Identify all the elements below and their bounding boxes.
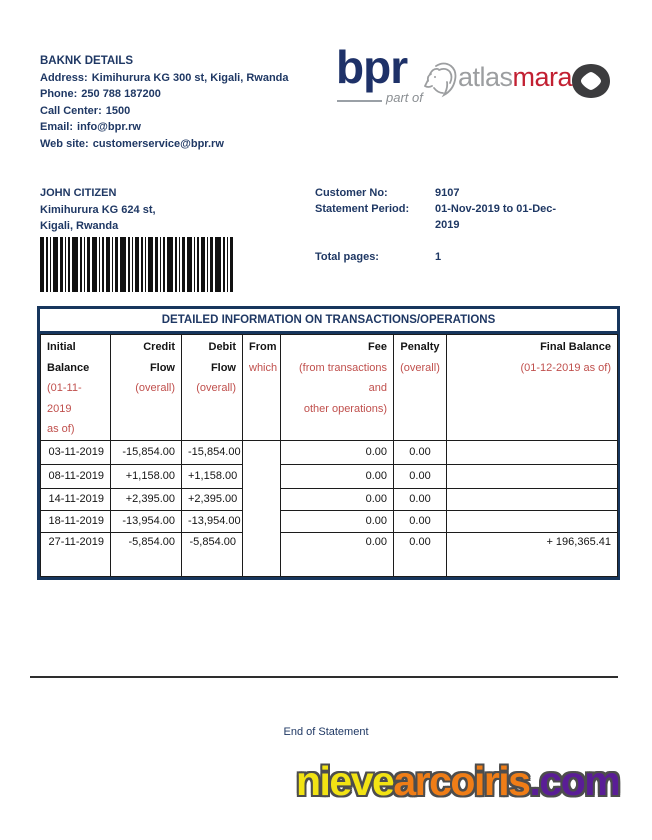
atlasmara-ring-icon [571, 63, 611, 104]
cell-debit: -15,854.00 [182, 440, 243, 464]
customer-no-label: Customer No: [315, 187, 388, 199]
table-row [41, 440, 618, 464]
bank-details-heading: BAKNK DETAILS [40, 55, 134, 67]
table-row [41, 510, 618, 532]
phone-label: Phone: [40, 88, 78, 100]
cell-penalty: 0.00 [394, 464, 447, 488]
bank-address-line [40, 70, 289, 87]
recipient-address1: Kimihurura KG 624 st, [40, 203, 156, 216]
header-main: From [249, 341, 277, 353]
bank-website-line [40, 136, 289, 153]
cell-from-which-merged [243, 440, 281, 576]
address-label: Address: [40, 71, 88, 84]
header-credit-flow [111, 335, 182, 441]
header-initial-balance [41, 335, 111, 441]
watermark-text [296, 757, 619, 805]
cell-credit: +1,158.00 [111, 464, 182, 488]
watermark-part2: arcoiris [393, 758, 530, 804]
cell-final [447, 440, 618, 464]
header-sub: (overall) [400, 361, 440, 374]
lion-icon [424, 60, 458, 105]
website-label: Web site: [40, 137, 89, 150]
table-row [41, 488, 618, 510]
bank-callcenter-line [40, 103, 289, 120]
cell-final [447, 510, 618, 532]
cell-fee: 0.00 [281, 532, 394, 576]
cell-date: 18-11-2019 [41, 510, 111, 532]
recipient-block [40, 185, 156, 235]
header-sub: (from transactions and [298, 361, 387, 394]
transactions-table [37, 306, 620, 580]
cell-fee: 0.00 [281, 510, 394, 532]
atlas-text: atlas [458, 62, 513, 92]
cell-fee: 0.00 [281, 440, 394, 464]
header-main: Credit Flow [143, 341, 175, 374]
cell-final [447, 464, 618, 488]
email-label: Email: [40, 121, 74, 133]
bank-details-block [40, 53, 289, 152]
cell-date: 14-11-2019 [41, 488, 111, 510]
cell-debit: -13,954.00 [182, 510, 243, 532]
table-title: DETAILED INFORMATION ON TRANSACTIONS/OPERATIONS [40, 309, 617, 334]
bank-phone-line [40, 86, 289, 103]
bank-email-line [40, 119, 289, 136]
cell-credit: +2,395.00 [111, 488, 182, 510]
meta-spacer [315, 233, 561, 249]
part-of-tagline: part of [386, 90, 423, 105]
mara-text: mara [512, 62, 573, 92]
header-sub: which [249, 361, 278, 374]
header-sub: (01-12-2019 as of) [520, 361, 611, 374]
cell-penalty: 0.00 [394, 488, 447, 510]
header-main: Penalty [400, 341, 440, 353]
table-row [41, 532, 618, 576]
atlasmara-logo-text [458, 64, 572, 91]
header-main: Fee [368, 341, 387, 353]
statement-period-label: Statement Period: [315, 203, 410, 215]
barcode-image [40, 237, 233, 297]
callcenter-label: Call Center: [40, 104, 102, 117]
website-value: customerservice@bpr.rw [92, 137, 224, 150]
header-penalty [394, 335, 447, 441]
cell-fee: 0.00 [281, 464, 394, 488]
footer-divider [30, 676, 618, 678]
cell-penalty: 0.00 [394, 510, 447, 532]
cell-date: 27-11-2019 [41, 532, 111, 576]
header-sub: (01-11-2019 [47, 382, 82, 415]
header-from-which [243, 335, 281, 441]
end-of-statement-text: End of Statement [283, 726, 369, 738]
table-header-row [41, 335, 618, 441]
header-sub: as of) [47, 423, 75, 435]
header-fee [281, 335, 394, 441]
recipient-name: JOHN CITIZEN [40, 187, 117, 199]
cell-final: + 196,365.41 [447, 532, 618, 576]
header-sub: (overall) [196, 382, 236, 394]
bpr-underline [337, 100, 382, 102]
cell-credit: -13,954.00 [111, 510, 182, 532]
customer-no-value: 9107 [435, 187, 460, 199]
header-main: Final Balance [540, 341, 611, 353]
cell-fee: 0.00 [281, 488, 394, 510]
table-row [41, 464, 618, 488]
cell-credit: -5,854.00 [111, 532, 182, 576]
cell-final [447, 488, 618, 510]
cell-debit: +2,395.00 [182, 488, 243, 510]
phone-value: 250 788 187200 [81, 88, 161, 100]
email-value: info@bpr.rw [77, 121, 141, 133]
cell-debit: -5,854.00 [182, 532, 243, 576]
watermark-part1: nieve [296, 758, 394, 804]
recipient-address2: Kigali, Rwanda [40, 220, 119, 232]
statement-period-value: 01-Nov-2019 to 01-Dec-2019 [435, 203, 557, 231]
header-sub: (overall) [135, 382, 175, 394]
cell-penalty: 0.00 [394, 440, 447, 464]
statement-meta-block [315, 185, 561, 265]
bpr-atlasmara-logo [336, 41, 616, 114]
total-pages-label: Total pages: [315, 251, 379, 263]
watermark-part3: .com [529, 758, 620, 804]
header-main: Initial Balance [47, 341, 90, 374]
bpr-logo-text: bpr [336, 41, 408, 93]
header-main: Debit Flow [208, 341, 236, 374]
address-value: Kimihurura KG 300 st, Kigali, Rwanda [91, 71, 289, 84]
header-debit-flow [182, 335, 243, 441]
cell-penalty: 0.00 [394, 532, 447, 576]
cell-date: 08-11-2019 [41, 464, 111, 488]
total-pages-value: 1 [435, 251, 442, 263]
header-sub: other operations) [303, 402, 387, 415]
cell-date: 03-11-2019 [41, 440, 111, 464]
cell-debit: +1,158.00 [182, 464, 243, 488]
header-final-balance [447, 335, 618, 441]
cell-credit: -15,854.00 [111, 440, 182, 464]
callcenter-value: 1500 [105, 104, 131, 117]
